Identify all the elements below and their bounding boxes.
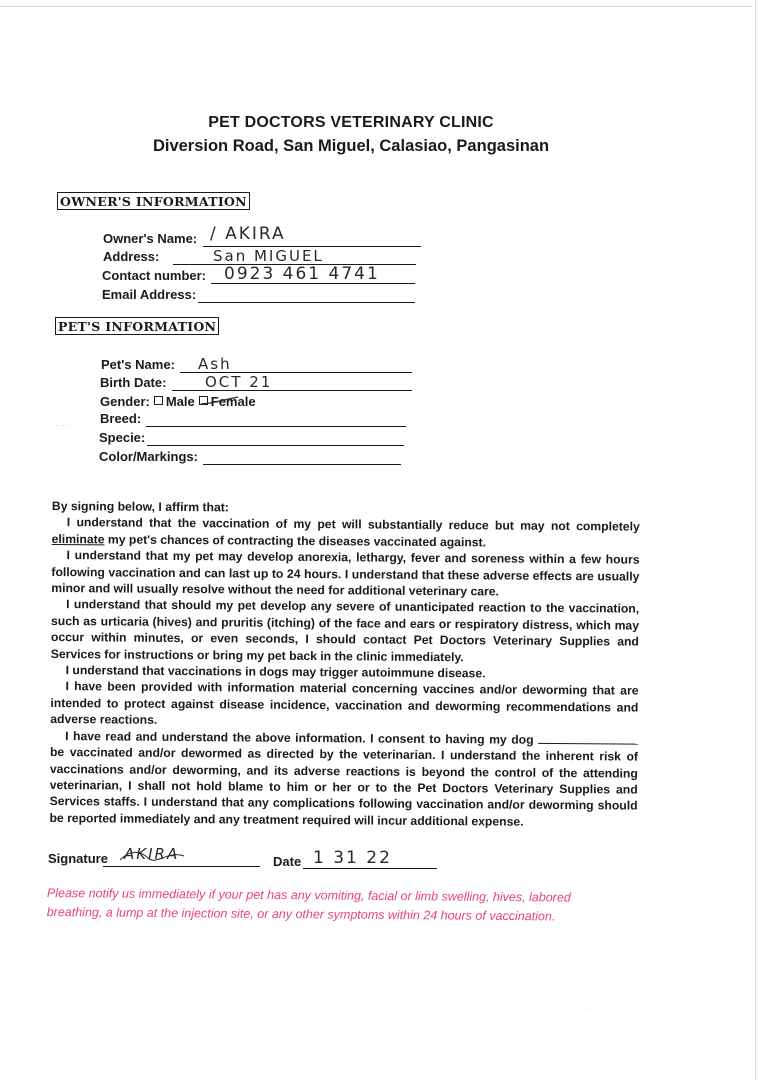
consent-text bbox=[49, 498, 640, 831]
consent-p6-text-b: be vaccinated and/or dewormed as directed by the veterinarian. I understand the inherent risk of vaccinations and/or deworming, and its adverse reactions is beyond the control of the attending veterinarian, I shall not hold blame to him or her or to the Pet Doctors Veterinary Supplies and Services staffs. I understand that any complications following vaccination and/or deworming should be reported immediately and any treatment required will incur additional expense. bbox=[49, 745, 639, 829]
female-option-label: Female bbox=[210, 394, 256, 409]
owner-name-label: Owner's Name: bbox=[103, 231, 198, 246]
email-line bbox=[198, 302, 415, 303]
consent-p1-text-b: my pet's chances of contracting the diseases vaccinated against. bbox=[104, 532, 487, 550]
page-edge-top bbox=[0, 6, 752, 7]
breed-label: Breed: bbox=[100, 411, 142, 426]
date-value[interactable]: 1 31 22 bbox=[313, 848, 392, 868]
consent-lead: By signing below, I affirm that: bbox=[51, 498, 229, 515]
birth-date-value[interactable]: OCT 21 bbox=[205, 373, 273, 391]
consent-paragraph-6 bbox=[49, 728, 638, 831]
contact-label: Contact number: bbox=[102, 268, 206, 283]
address-value[interactable]: San MIGUEL bbox=[213, 247, 324, 265]
signature-scribble-icon bbox=[118, 846, 188, 864]
specie-line bbox=[147, 445, 404, 446]
dog-name-blank[interactable] bbox=[538, 733, 638, 745]
clinic-name: PET DOCTORS VETERINARY CLINIC bbox=[208, 114, 494, 131]
signature-label: Signature bbox=[48, 851, 108, 866]
gender-label: Gender: bbox=[100, 394, 150, 409]
color-markings-label: Color/Markings: bbox=[99, 449, 198, 464]
consent-paragraph-3: I understand that should my pet develop any severe of unanticipated reaction to the vaccination, such as urticaria (hives) and pruritis (itching) of the face and ears or respiratory distress, which may occur within minutes, or even seconds, I should contact Pet Doctors Veterinary Supplies and Services for instructions or bring my pet back in the clinic immediately. bbox=[50, 597, 640, 664]
scan-speck-bottom: · bbox=[585, 1004, 588, 1013]
page-edge-right bbox=[755, 0, 756, 1080]
footnote-warning: Please notify us immediately if your pet has any vomiting, facial or limb swelling, hives, labored breathing, a lump at the injection site, or any other symptoms within 24 hours of vaccination. bbox=[46, 885, 571, 924]
breed-line bbox=[146, 426, 406, 427]
consent-paragraph-4: I understand that vaccinations in dogs may trigger autoimmune disease. bbox=[65, 663, 486, 681]
pet-name-label: Pet's Name: bbox=[101, 357, 175, 372]
specie-label: Specie: bbox=[99, 430, 146, 445]
scan-speck: - ·· · bbox=[55, 421, 71, 430]
birth-date-label: Birth Date: bbox=[100, 375, 167, 390]
consent-p1-underlined: eliminate bbox=[51, 531, 105, 547]
clinic-address: Diversion Road, San Miguel, Calasiao, Pangasinan bbox=[152, 137, 550, 155]
address-label: Address: bbox=[103, 249, 160, 264]
email-label: Email Address: bbox=[102, 287, 197, 302]
male-checkbox[interactable] bbox=[154, 396, 163, 405]
date-label: Date bbox=[273, 854, 302, 869]
pet-section-heading: PET'S INFORMATION bbox=[55, 317, 219, 335]
male-option-label: Male bbox=[165, 394, 195, 409]
consent-paragraph-2: I understand that my pet may develop anorexia, lethargy, fever and soreness within a few hours following vaccination and can last up to 24 hours. I understand that these adverse effects are usually minor and will usually resolve without the need for additional veterinary care. bbox=[51, 548, 640, 599]
date-line bbox=[303, 868, 437, 869]
color-markings-line bbox=[203, 464, 401, 465]
consent-p6-text-a: I have read and understand the above information. I consent to having my dog bbox=[65, 728, 539, 747]
female-checkmark-icon bbox=[200, 395, 240, 409]
scan-speck-right: · bbox=[668, 815, 671, 824]
pet-name-value[interactable]: Ash bbox=[198, 355, 232, 373]
consent-paragraph-1 bbox=[52, 514, 640, 551]
owner-name-value[interactable]: / AKIRA bbox=[210, 224, 286, 244]
owner-section-heading: OWNER'S INFORMATION bbox=[57, 192, 250, 210]
contact-value[interactable]: 0923 461 4741 bbox=[224, 264, 380, 284]
signature-line bbox=[103, 866, 260, 867]
signature-value[interactable]: AKIRA bbox=[124, 845, 180, 863]
consent-paragraph-5: I have been provided with information material concerning vaccines and/or deworming that are intended to protect against disease incidence, vaccination and deworming recommendations and adverse reactions. bbox=[50, 679, 639, 728]
consent-p1-text-a: I understand that the vaccination of my pet will substantially reduce but may not completely bbox=[66, 515, 640, 535]
